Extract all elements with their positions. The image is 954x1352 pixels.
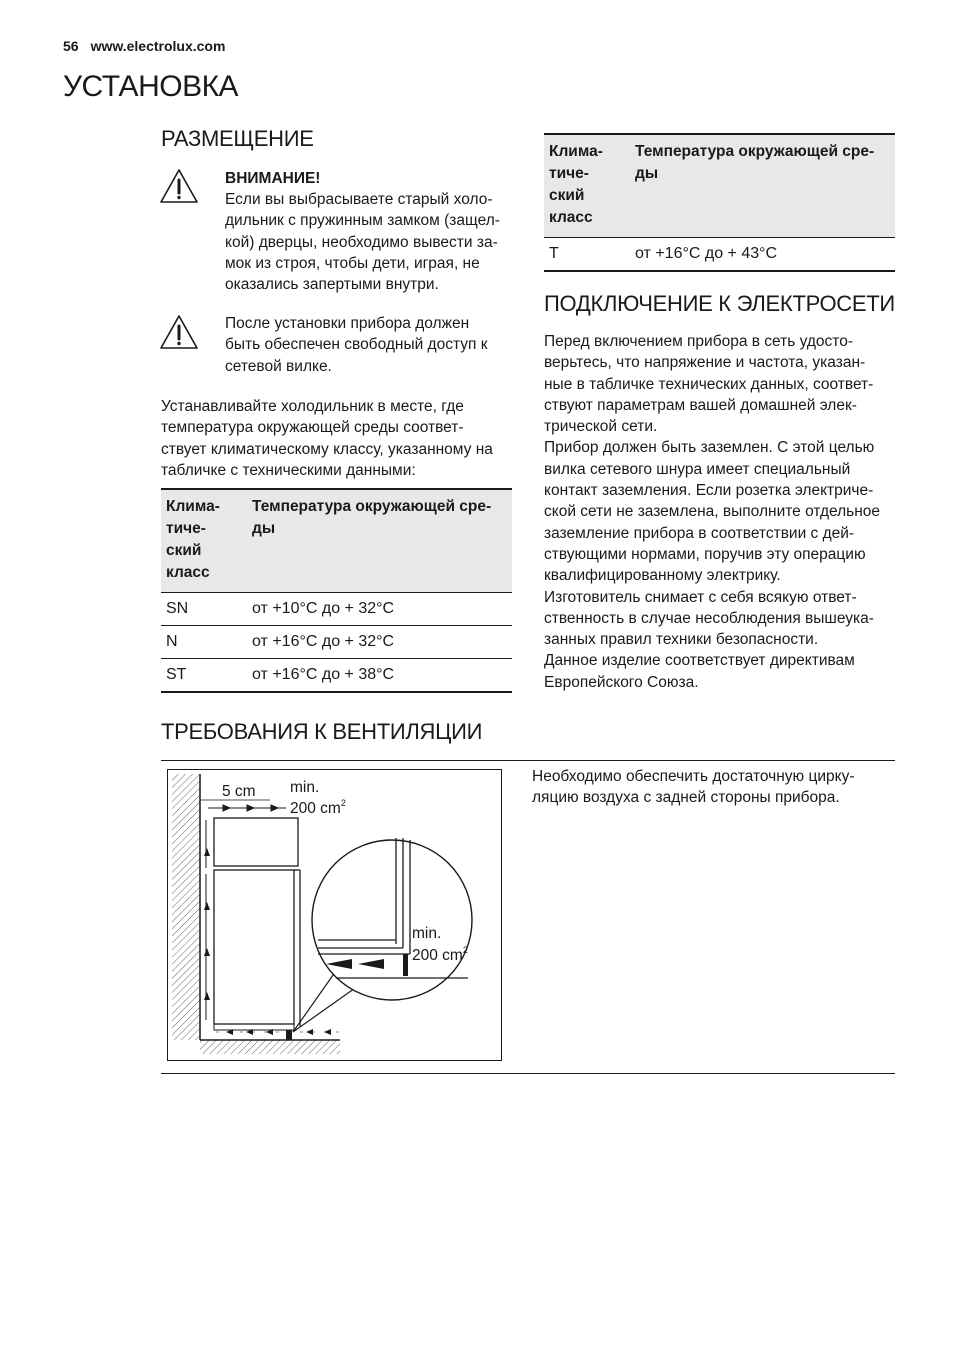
fridge-body [214, 870, 294, 1024]
text-line: ствуют параметрам вашей домашней элек- [544, 396, 857, 414]
text-line: вилка сетевого шнура имеет специальный [544, 460, 851, 478]
text-line: квалифицированному электрику. [544, 567, 781, 585]
text-line: ской сети не заземлена, выполните отдельное [544, 503, 881, 521]
warning-triangle-icon [159, 314, 199, 350]
text-line: После установки прибора должен [225, 315, 470, 332]
floor-hatching [200, 1040, 340, 1054]
text-line: ственность в случае несоблюдения вышеука- [544, 609, 874, 627]
warning-block-1 [225, 168, 520, 295]
text-line: дильник с пружинным замком (защел- [225, 212, 500, 230]
table-row [161, 626, 512, 659]
page-title: УСТАНОВКА [63, 70, 239, 103]
text-line: сетевой вилке. [225, 357, 332, 375]
text-line: верьтесь, что напряжение и частота, указан- [544, 354, 866, 372]
climate-class-table-continued [544, 133, 895, 272]
table-header-row [161, 489, 512, 593]
header-line: Клима- [166, 498, 220, 515]
class-cell: SN [161, 593, 247, 626]
class-cell: T [544, 238, 630, 272]
table-row [161, 659, 512, 693]
top-area-label [290, 798, 346, 817]
section-rule-top [161, 760, 895, 761]
section-rule-bottom [161, 1073, 895, 1074]
header-line: Температура окружающей сре- [252, 498, 492, 515]
top-min-label: min. [290, 779, 320, 796]
temp-cell: от +16°C до + 38°C [247, 659, 512, 693]
detail-area-value: 200 cm [412, 947, 463, 964]
header-line: класс [549, 209, 593, 226]
text-line: температура окружающей среды соответ- [161, 419, 464, 437]
upper-cabinet [214, 818, 298, 866]
text-line: трической сети. [544, 418, 658, 436]
text-line: Необходимо обеспечить достаточную цирку- [532, 768, 855, 785]
ventilation-text [532, 766, 897, 809]
class-cell: N [161, 626, 247, 659]
temp-cell: от +16°C до + 32°C [247, 626, 512, 659]
text-line: Изготовитель снимает с себя всякую ответ- [544, 588, 857, 606]
warning-text-2 [225, 313, 520, 377]
header-line: класс [166, 564, 210, 581]
table-row [544, 238, 895, 272]
text-line: занных правил техники безопасности. [544, 631, 819, 649]
detail-circle [312, 840, 472, 1000]
text-line: быть обеспечен свободный доступ к [225, 336, 488, 354]
header-line: тиче- [166, 520, 206, 537]
ventilation-diagram-svg [168, 770, 501, 1060]
text-line: ствует климатическому классу, указанному на [161, 440, 493, 458]
text-line: оказались запертыми внутри. [225, 276, 439, 294]
warning-text-1 [225, 189, 520, 295]
detail-area-label [412, 945, 468, 964]
superscript: 2 [340, 798, 346, 808]
temp-cell: от +10°C до + 32°C [247, 593, 512, 626]
header-temp-cell [247, 489, 512, 593]
text-line: ные в табличке технических данных, соответ- [544, 375, 874, 393]
top-area-value: 200 cm [290, 800, 341, 817]
header-line: ский [166, 542, 202, 559]
header-line: ский [549, 187, 585, 204]
header-line: ды [252, 520, 276, 537]
header-temp-cell [630, 134, 895, 238]
text-line: Устанавливайте холодильник в месте, где [161, 398, 464, 415]
wall-hatching [172, 774, 200, 1040]
text-line: табличке с техническими данными: [161, 461, 416, 479]
placement-heading: РАЗМЕЩЕНИЕ [161, 126, 314, 151]
header-line: Температура окружающей сре- [635, 143, 875, 160]
header-class-cell [161, 489, 247, 593]
table-row [161, 593, 512, 626]
table-header-row [544, 134, 895, 238]
header-line: тиче- [549, 165, 589, 182]
text-line: кой) дверцы, необходимо вывести за- [225, 233, 498, 251]
ventilation-diagram [167, 769, 502, 1061]
website-link[interactable]: www.electrolux.com [90, 38, 226, 54]
gap-label: 5 cm [222, 783, 256, 800]
class-cell: ST [161, 659, 247, 693]
warning-title: ВНИМАНИЕ! [225, 170, 321, 187]
text-line: Если вы выбрасываете старый холо- [225, 191, 493, 208]
text-line: ствующими нормами, поручив эту операцию [544, 545, 866, 563]
text-line: Перед включением прибора в сеть удосто- [544, 333, 853, 350]
text-line: заземление прибора в соответствии с дей- [544, 524, 855, 542]
text-line: Данное изделие соответствует директивам [544, 652, 855, 670]
header-line: Клима- [549, 143, 603, 160]
electrical-text [544, 331, 904, 693]
text-line: ляцию воздуха с задней стороны прибора. [532, 789, 840, 807]
warning-triangle-icon [159, 168, 199, 204]
placement-intro [161, 396, 521, 481]
ventilation-heading: ТРЕБОВАНИЯ К ВЕНТИЛЯЦИИ [161, 719, 483, 744]
page-number: 56 [63, 38, 79, 54]
superscript: 2 [462, 945, 468, 955]
text-line: Европейского Союза. [544, 673, 699, 691]
text-line: контакт заземления. Если розетка электриче- [544, 482, 874, 500]
electrical-heading: ПОДКЛЮЧЕНИЕ К ЭЛЕКТРОСЕТИ [544, 291, 895, 316]
page-header [63, 38, 225, 54]
temp-cell: от +16°C до + 43°C [630, 238, 895, 272]
header-line: ды [635, 165, 659, 182]
climate-class-table [161, 488, 512, 693]
header-class-cell [544, 134, 630, 238]
text-line: мок из строя, чтобы дети, играя, не [225, 254, 480, 272]
text-line: Прибор должен быть заземлен. С этой целью [544, 439, 875, 457]
detail-min-label: min. [412, 925, 442, 942]
